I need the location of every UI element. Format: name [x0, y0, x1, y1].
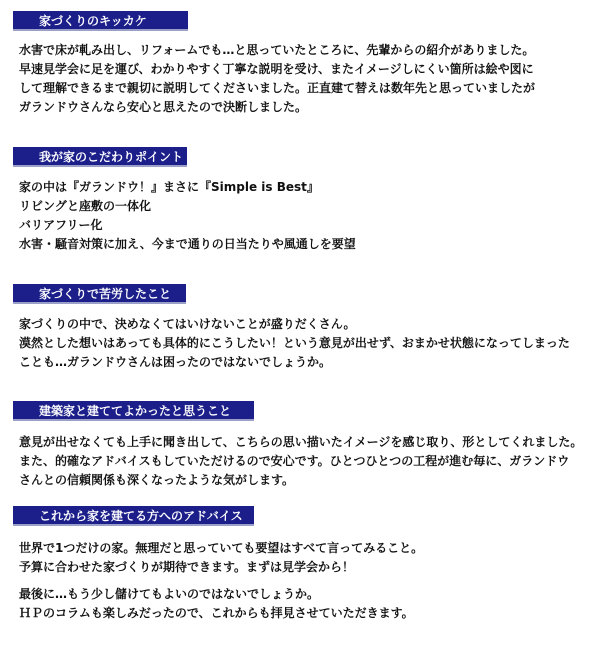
paragraph-advice	[19, 539, 608, 623]
heading-advice: これから家を建てる方へのアドバイス	[13, 506, 254, 526]
paragraph-kurou	[19, 315, 608, 372]
text-line: 家づくりの中で、決めなくてはいけないことが盛りだくさん。	[19, 317, 356, 331]
text-line: 予算に合わせた家づくりが期待できます。まずは見学会から！	[19, 560, 355, 574]
text-line: ＨＰのコラムも楽しみだったので、これからも拝見させていただきます。	[19, 606, 414, 620]
paragraph-kikkake	[19, 41, 608, 117]
heading-kenchikuka: 建築家と建ててよかったと思うこと	[13, 401, 254, 421]
paragraph-kenchikuka	[19, 433, 608, 490]
text-line: ガランドウさんなら安心と思えたので決断しました。	[19, 100, 308, 114]
text-line: リビングと座敷の一体化	[19, 199, 152, 213]
paragraph-kodawari	[19, 178, 608, 254]
text-line: 世界で1つだけの家。無理だと思っていても要望はすべて言ってみること。	[19, 541, 424, 555]
text-line: ことも…ガランドウさんは困ったのではないでしょうか。	[19, 355, 332, 369]
text-line: して理解できるまで親切に説明してくださいました。正直建て替えは数年先と思っていましたが	[19, 81, 536, 95]
text-line: バリアフリー化	[19, 218, 103, 232]
text-line: また、的確なアドバイスもしていただけるので安心です。ひとつひとつの工程が進む毎に、ガランドウ	[19, 454, 570, 468]
text-line: 早速見学会に足を運び、わかりやすく丁寧な説明を受け、またイメージしにくい箇所は絵や図に	[19, 62, 534, 76]
text-line: 最後に…もう少し儲けてもよいのではないでしょうか。	[19, 587, 320, 601]
text-line: 水害で床が軋み出し、リフォームでも…と思っていたところに、先輩からの紹介がありました。	[19, 43, 535, 57]
text-line: さんとの信頼関係も深くなったような気がします。	[19, 473, 295, 487]
heading-kodawari: 我が家のこだわりポイント	[13, 147, 187, 167]
heading-kikkake: 家づくりのキッカケ	[13, 11, 188, 31]
text-line: 漠然とした想いはあっても具体的にこうしたい！という意見が出せず、おまかせ状態になってしまった	[19, 336, 570, 350]
heading-kurou: 家づくりで苦労したこと	[13, 284, 186, 304]
text-line: 意見が出せなくても上手に聞き出して、こちらの思い描いたイメージを感じ取り、形としてくれました。	[19, 435, 583, 449]
text-line: 家の中は『ガランドウ！』まさに『Simple is Best』	[19, 180, 319, 194]
text-line: 水害・騒音対策に加え、今まで通りの日当たりや風通しを要望	[19, 237, 356, 251]
text-line	[19, 577, 608, 585]
